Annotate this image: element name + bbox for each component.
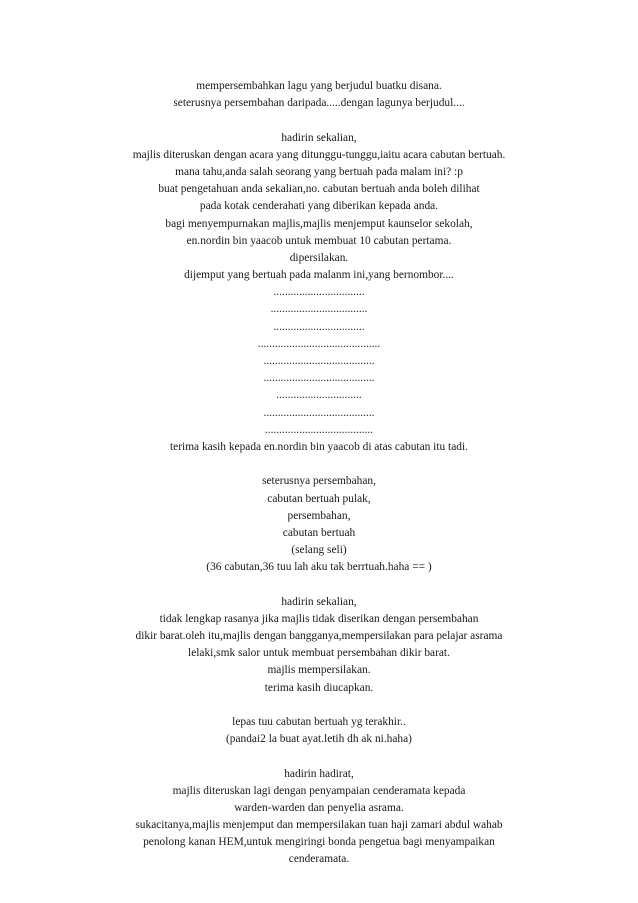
text-line: persembahan,	[287, 509, 351, 522]
text-line: .......................................	[263, 406, 375, 419]
text-line: sukacitanya,majlis menjemput dan mempersilakan tuan haji zamari abdul wahab	[135, 819, 503, 832]
text-line: bagi menyempurnakan majlis,majlis menjemput kaunselor sekolah,	[165, 217, 473, 230]
text-line: lepas tuu cabutan bertuah yg terakhir..	[232, 715, 406, 728]
text-line: mempersembahkan lagu yang berjudul buatku disana.	[196, 80, 442, 92]
text-line: dijemput yang bertuah pada malanm ini,yang bernombor....	[184, 269, 454, 282]
text-line: seterusnya persembahan daripada.....dengan lagunya berjudul....	[173, 97, 465, 110]
text-line: mana tahu,anda salah seorang yang bertuah pada malam ini? :p	[175, 165, 463, 178]
text-line: tidak lengkap rasanya jika majlis tidak diserikan dengan persembahan	[159, 612, 479, 625]
text-line: (pandai2 la buat ayat.letih dh ak ni.haha)	[226, 733, 412, 746]
blank-line	[0, 576, 638, 593]
text-line: dipersilakan.	[289, 251, 349, 264]
text-line: .......................................	[263, 372, 375, 385]
text-line: hadirin sekalian,	[281, 595, 357, 608]
text-line: buat pengetahuan anda sekalian,no. cabutan bertuah anda boleh dilihat	[158, 183, 480, 196]
text-line: seterusnya persembahan,	[262, 475, 376, 488]
text-line: pada kotak cenderahati yang diberikan kepada anda.	[199, 200, 439, 213]
text-line: majlis diteruskan dengan acara yang ditunggu-tunggu,iaitu acara cabutan bertuah.	[132, 148, 506, 161]
text-line: terima kasih kepada en.nordin bin yaacob di atas cabutan itu tadi.	[170, 440, 468, 453]
text-line: (selang seli)	[291, 544, 347, 557]
blank-line	[0, 456, 638, 473]
text-line: dikir barat.oleh itu,majlis dengan bangganya,mempersilakan para pelajar asrama	[135, 630, 503, 642]
text-line: hadirin hadirat,	[284, 767, 354, 780]
text-line: warden-warden dan penyelia asrama.	[234, 801, 404, 814]
text-line: ................................	[273, 286, 365, 299]
text-line: ..............................	[276, 389, 362, 402]
text-line: penolong kanan HEM,untuk mengiringi bonda pengetua bagi menyampaikan	[143, 836, 495, 849]
text-line: cabutan bertuah	[282, 526, 356, 539]
blank-line	[0, 748, 638, 765]
document-page	[0, 78, 638, 869]
text-line: (36 cabutan,36 tuu lah aku tak berrtuah.haha == )	[206, 561, 432, 574]
text-line: ...........................................	[257, 337, 381, 350]
text-line: cenderamata.	[288, 853, 350, 866]
text-line: hadirin sekalian,	[281, 131, 357, 144]
text-line: ................................	[273, 320, 365, 333]
text-line: ......................................	[264, 423, 374, 436]
text-line: majlis diteruskan lagi dengan penyampaian cenderamata kepada	[172, 784, 466, 797]
blank-line	[0, 112, 638, 129]
text-line: en.nordin bin yaacob untuk membuat 10 cabutan pertama.	[186, 234, 452, 247]
text-line: lelaki,smk salor untuk membuat persembahan dikir barat.	[188, 647, 450, 660]
text-line: terima kasih diucapkan.	[264, 681, 374, 694]
blank-line	[0, 697, 638, 714]
text-line: ..................................	[270, 303, 368, 316]
text-line: .......................................	[263, 355, 375, 367]
text-line: cabutan bertuah pulak,	[267, 492, 371, 505]
text-line: majlis mempersilakan.	[267, 664, 371, 677]
